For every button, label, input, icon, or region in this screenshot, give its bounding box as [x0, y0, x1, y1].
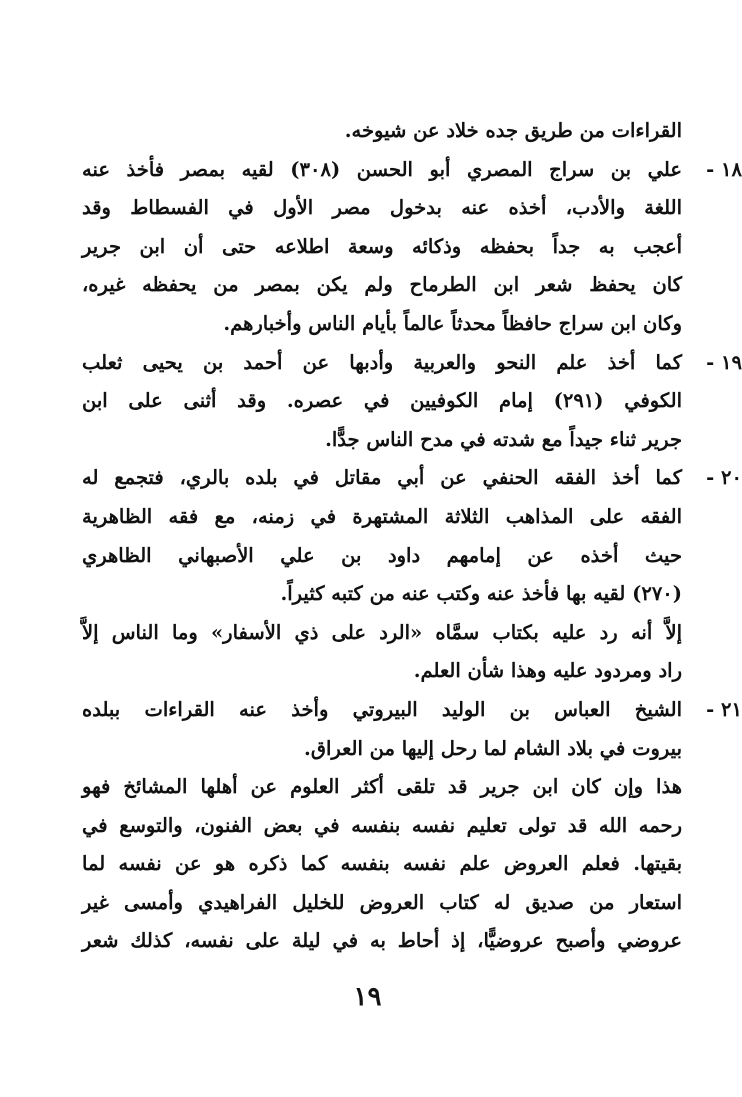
- entry-20: [82, 459, 742, 691]
- text-line: رحمه الله قد تولى تعليم نفسه بنفسه في بعض الفنون، والتوسع في: [82, 813, 682, 837]
- text-line: الكوفي (٢٩١) إمام الكوفيين في عصره. وقد أثنى على ابن: [82, 389, 682, 413]
- closing-paragraph: [82, 768, 682, 961]
- entry-number: ٢٠ -: [706, 466, 742, 490]
- entry-number: ١٨ -: [706, 157, 742, 181]
- text-line: الفقه على المذاهب الثلاثة المشتهرة في زمنه، مع فقه الظاهرية: [82, 504, 682, 528]
- text-line: راد ومردود عليه وهذا شأن العلم.: [413, 659, 682, 683]
- entry-21: [82, 691, 742, 768]
- text-line: حيث أخذه عن إمامهم داود بن علي الأصبهاني الظاهري: [82, 543, 682, 567]
- text-line: وكان ابن سراج حافظاً محدثاً عالماً بأيام الناس وأخبارهم.: [223, 311, 682, 335]
- text-line: عروضي وأصبح عروضيًّا، إذ أحاط به في ليلة على نفسه، كذلك شعر: [82, 929, 682, 953]
- text-line: بقيتها. فعلم العروض علم نفسه بنفسه كما ذكره هو عن نفسه لما: [82, 852, 682, 876]
- text-line: كما أخذ الفقه الحنفي عن أبي مقاتل في بلده بالري، فتجمع له: [82, 466, 682, 490]
- text-line: جرير ثناء جيداً مع شدته في مدح الناس جدًّا.: [325, 427, 682, 451]
- text-line: أعجب به جداً بحفظه وذكائه وسعة اطلاعه حتى أن ابن جرير: [82, 234, 682, 258]
- entry-number: ٢١ -: [706, 697, 742, 721]
- intro-paragraph: [82, 112, 682, 151]
- text-line: اللغة والأدب، أخذه عنه بدخول مصر الأول في الفسطاط وقد: [82, 196, 682, 220]
- text-line: كما أخذ علم النحو والعربية وأدبها عن أحمد بن يحيى ثعلب: [82, 350, 682, 374]
- text-line: علي بن سراج المصري أبو الحسن (٣٠٨) لقيه بمصر فأخذ عنه: [82, 157, 682, 181]
- text-line: هذا وإن كان ابن جرير قد تلقى أكثر العلوم عن أهلها المشائخ فهو: [82, 775, 682, 799]
- page-number: ١٩: [353, 982, 382, 1012]
- text-line: إلاَّ أنه رد عليه بكتاب سمَّاه «الرد على ذي الأسفار» وما الناس إلاَّ: [82, 620, 682, 644]
- text-line: القراءات من طريق جده خلاد عن شيوخه.: [344, 119, 682, 142]
- text-line: بيروت في بلاد الشام لما رحل إليها من العراق.: [304, 736, 682, 760]
- entry-18: [82, 151, 742, 344]
- text-line: (٢٧٠) لقيه بها فأخذ عنه وكتب عنه من كتبه كثيراً.: [280, 582, 682, 606]
- page-body: [82, 112, 742, 961]
- entry-number: ١٩ -: [706, 350, 742, 374]
- entry-19: [82, 344, 742, 460]
- text-line: كان يحفظ شعر ابن الطرماح ولم يكن بمصر من يحفظه غيره،: [82, 273, 682, 297]
- text-line: الشيخ العباس بن الوليد البيروتي وأخذ عنه القراءات ببلده: [82, 697, 682, 721]
- text-line: استعار من صديق له كتاب العروض للخليل الفراهيدي وأمسى غير: [82, 890, 682, 914]
